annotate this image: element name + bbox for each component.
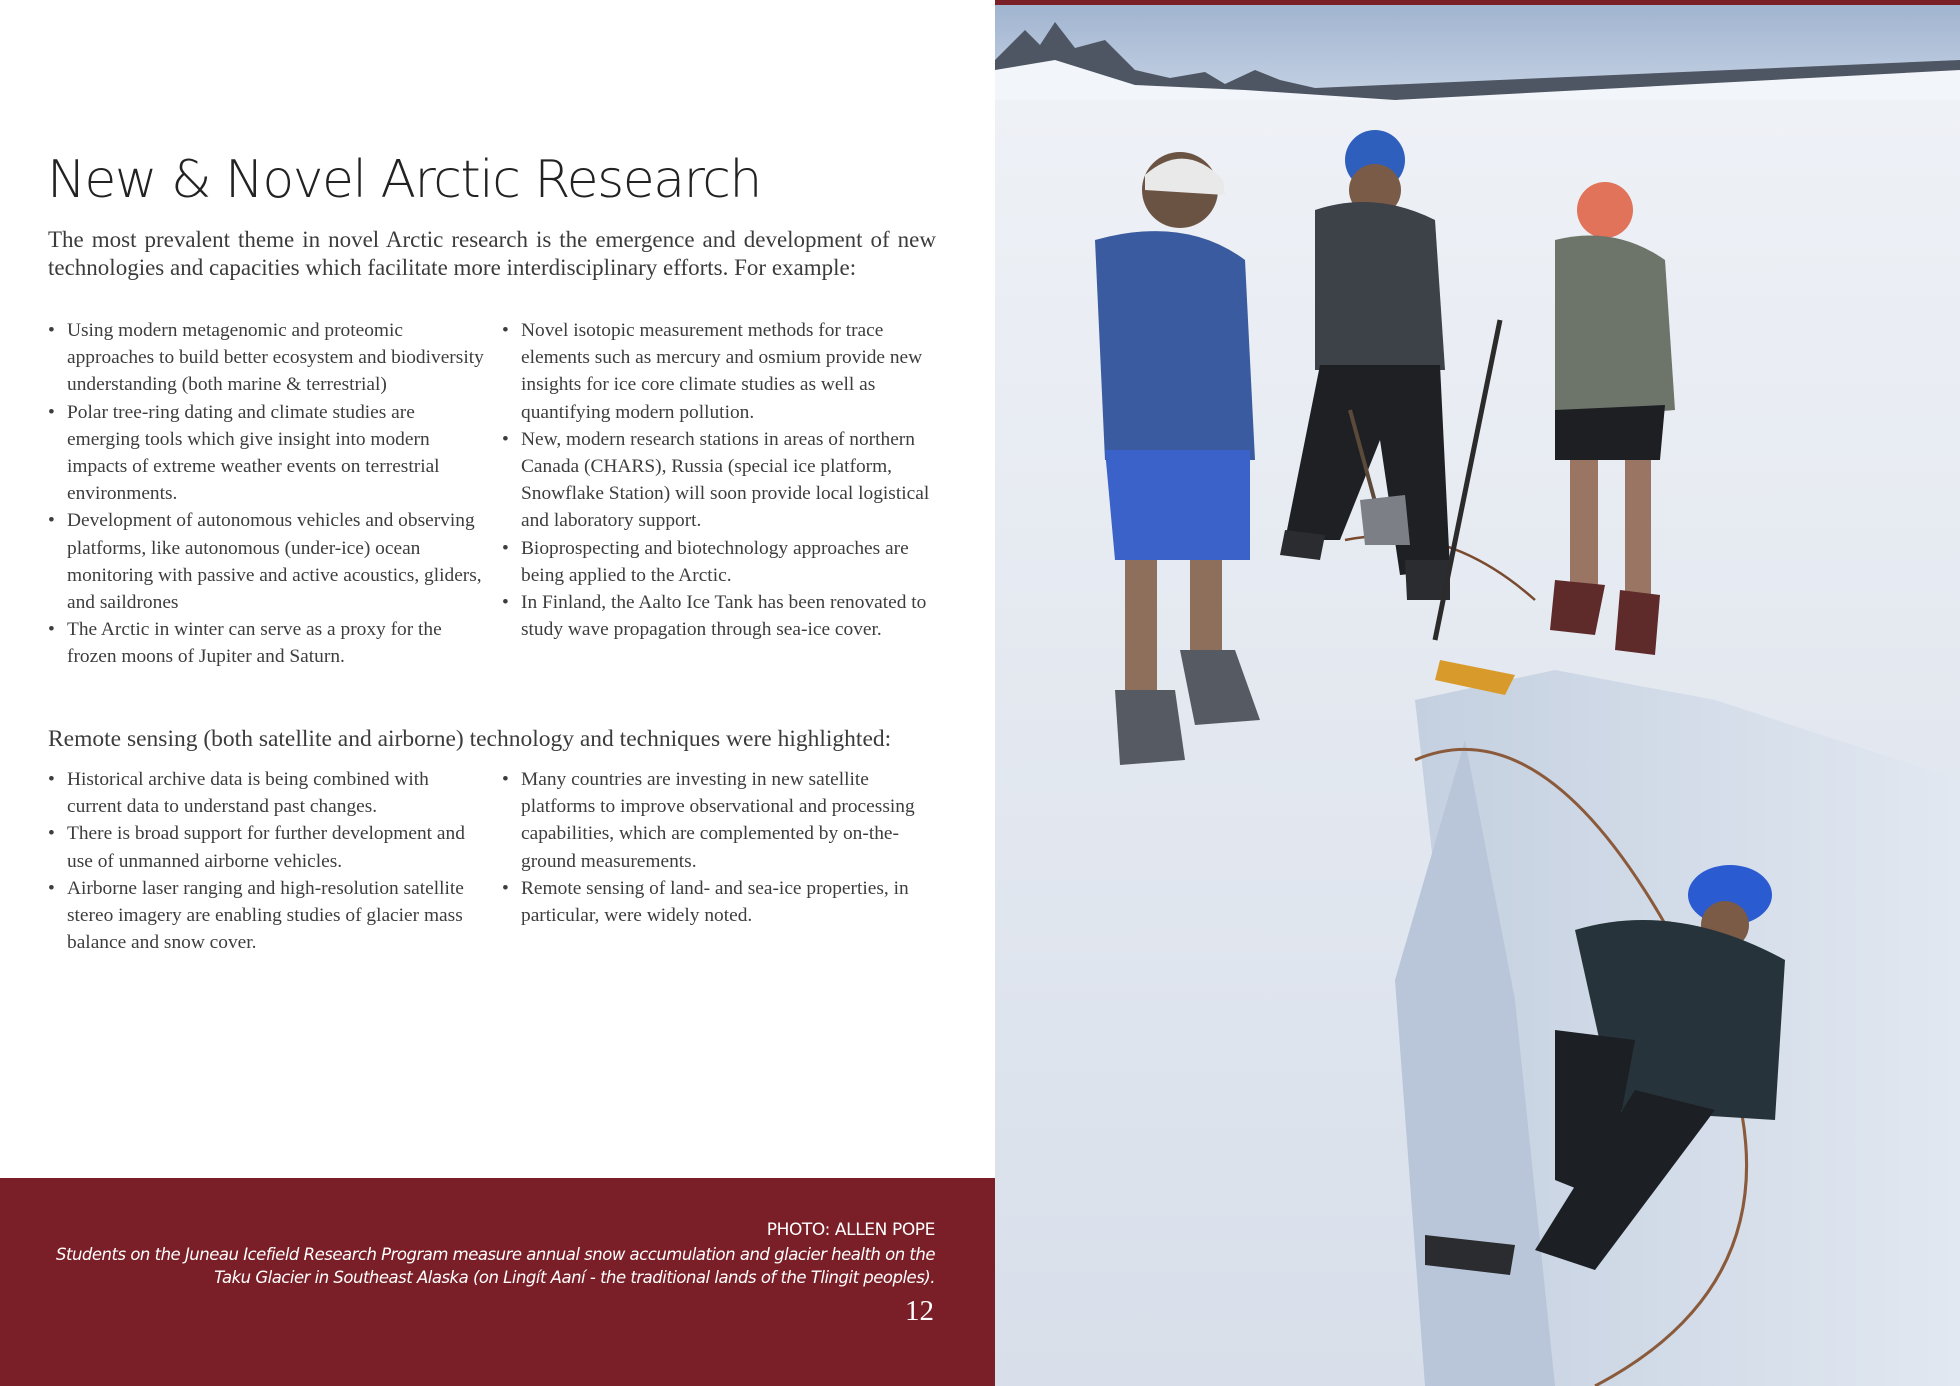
top-accent-strip	[995, 0, 1960, 5]
list-item: • The Arctic in winter can serve as a proxy for the frozen moons of Jupiter and Saturn.	[48, 616, 488, 670]
glacier-photo	[995, 0, 1960, 1386]
caption-band	[0, 1178, 995, 1386]
list-item: • In Finland, the Aalto Ice Tank has been renovated to study wave propagation through sea-ice cover.	[502, 589, 942, 643]
list-item: • Using modern metagenomic and proteomic approaches to build better ecosystem and biodiversity understanding (both marine & terrestrial)	[48, 317, 488, 399]
list-item: • Development of autonomous vehicles and observing platforms, like autonomous (under-ice) ocean monitoring with passive and active acoustics, gliders, and saildrones	[48, 507, 488, 616]
list-item: • New, modern research stations in areas of northern Canada (CHARS), Russia (special ice platform, Snowflake Station) will soon provide local logistical and laboratory support.	[502, 426, 942, 535]
list-item: • Bioprospecting and biotechnology approaches are being applied to the Arctic.	[502, 535, 942, 589]
remote-sensing-list-right	[502, 766, 942, 929]
page-number: 12	[905, 1295, 934, 1327]
intro-paragraph: The most prevalent theme in novel Arctic research is the emergence and development of new technologies and capacities which facilitate more interdisciplinary efforts. For example:	[48, 227, 936, 280]
list-item: • Many countries are investing in new satellite platforms to improve observational and processing capabilities, which are complemented by on-the-ground measurements.	[502, 766, 942, 875]
list-item: • Airborne laser ranging and high-resolution satellite stereo imagery are enabling studies of glacier mass balance and snow cover.	[48, 875, 488, 957]
page-title: New & Novel Arctic Research	[47, 150, 761, 210]
list-item: • Remote sensing of land- and sea-ice properties, in particular, were widely noted.	[502, 875, 942, 929]
photo-credit: PHOTO: ALLEN POPE	[766, 1220, 935, 1240]
list-item: • Historical archive data is being combined with current data to understand past changes.	[48, 766, 488, 820]
list-item: • Novel isotopic measurement methods for trace elements such as mercury and osmium provide new insights for ice core climate studies as well as quantifying modern pollution.	[502, 317, 942, 426]
list-item: • There is broad support for further development and use of unmanned airborne vehicles.	[48, 820, 488, 874]
research-list-right	[502, 317, 942, 643]
remote-sensing-list-left	[48, 766, 488, 956]
research-list-left	[48, 317, 488, 671]
list-item: • Polar tree-ring dating and climate studies are emerging tools which give insight into modern impacts of extreme weather events on terrestrial environments.	[48, 399, 488, 508]
remote-sensing-heading: Remote sensing (both satellite and airborne) technology and techniques were highlighted:	[48, 726, 892, 752]
photo-caption: Students on the Juneau Icefield Research Program measure annual snow accumulation and glacier health on the Taku Glacier in Southeast Alaska (on Lingít Aaní - the traditional lands of the Tlingit peoples).	[56, 1245, 935, 1287]
